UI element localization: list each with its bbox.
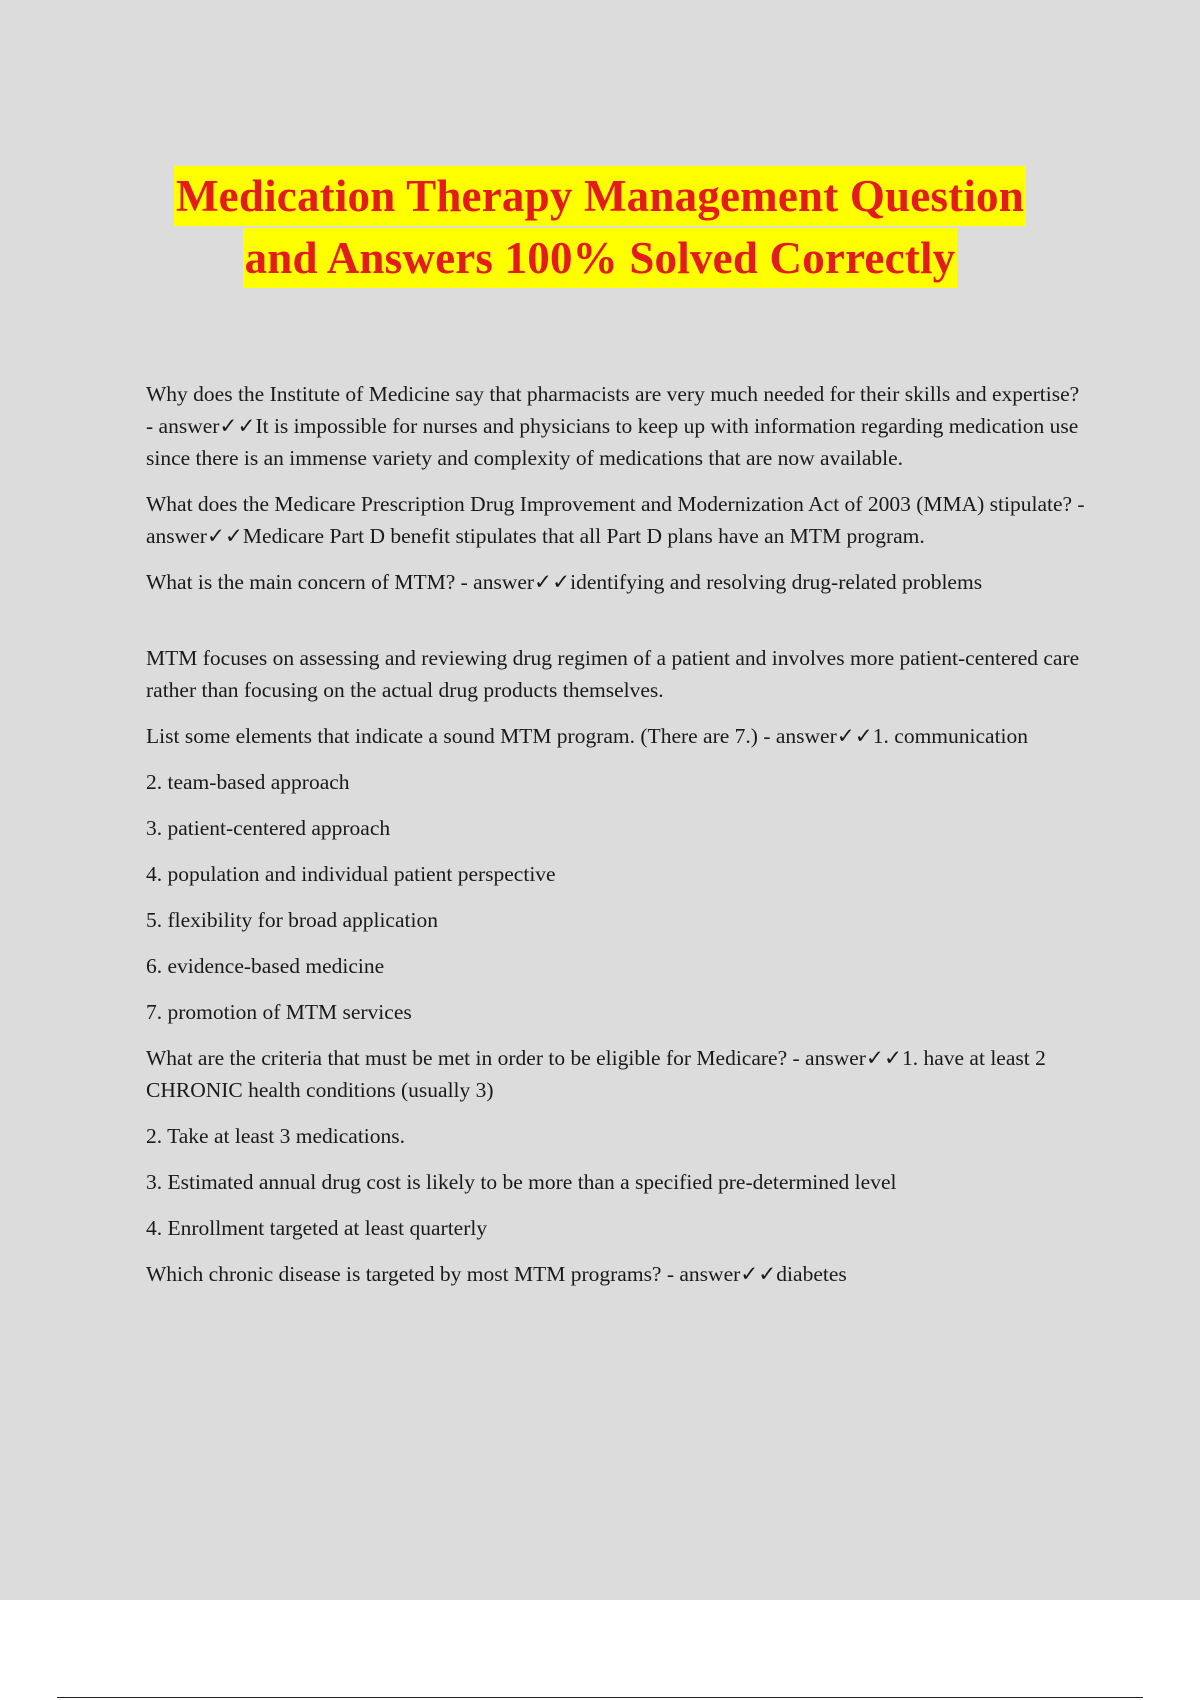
paragraph: What are the criteria that must be met in order to be eligible for Medicare? - answer✓✓1. have at least 2 CHRONIC health conditions (usually 3) xyxy=(146,1046,1046,1102)
paragraph: MTM focuses on assessing and reviewing drug regimen of a patient and involves more patient-centered care rather than focusing on the actual drug products themselves. xyxy=(146,646,1080,702)
list-item: 2. team-based approach xyxy=(146,770,350,794)
list-item: 6. evidence-based medicine xyxy=(146,954,385,978)
bottom-divider xyxy=(57,1697,1143,1698)
document-title xyxy=(100,165,1100,289)
list-item: 5. flexibility for broad application xyxy=(146,908,438,932)
document-body xyxy=(146,378,1091,1304)
title-line-1: Medication Therapy Management Question xyxy=(174,166,1026,226)
list-item: 4. Enrollment targeted at least quarterly xyxy=(146,1216,488,1240)
paragraph: Which chronic disease is targeted by most MTM programs? - answer✓✓diabetes xyxy=(146,1262,847,1286)
title-line-2: and Answers 100% Solved Correctly xyxy=(243,228,958,288)
list-item: 7. promotion of MTM services xyxy=(146,1000,412,1024)
list-item: 4. population and individual patient perspective xyxy=(146,862,556,886)
paragraph: What does the Medicare Prescription Drug Improvement and Modernization Act of 2003 (MMA) stipulate? - answer✓✓Medicare Part D benefit stipulates that all Part D plans have an MTM program. xyxy=(146,492,1085,548)
list-item: 2. Take at least 3 medications. xyxy=(146,1124,406,1148)
paragraph: What is the main concern of MTM? - answer✓✓identifying and resolving drug-related problems xyxy=(146,570,983,594)
paragraph: List some elements that indicate a sound MTM program. (There are 7.) - answer✓✓1. communication xyxy=(146,724,1029,748)
list-item: 3. patient-centered approach xyxy=(146,816,391,840)
paragraph: Why does the Institute of Medicine say that pharmacists are very much needed for their skills and expertise? - answer✓✓It is impossible for nurses and physicians to keep up with information regarding medication use since there is an immense variety and complexity of medications that are now available. xyxy=(146,382,1080,470)
list-item: 3. Estimated annual drug cost is likely to be more than a specified pre-determined level xyxy=(146,1170,897,1194)
